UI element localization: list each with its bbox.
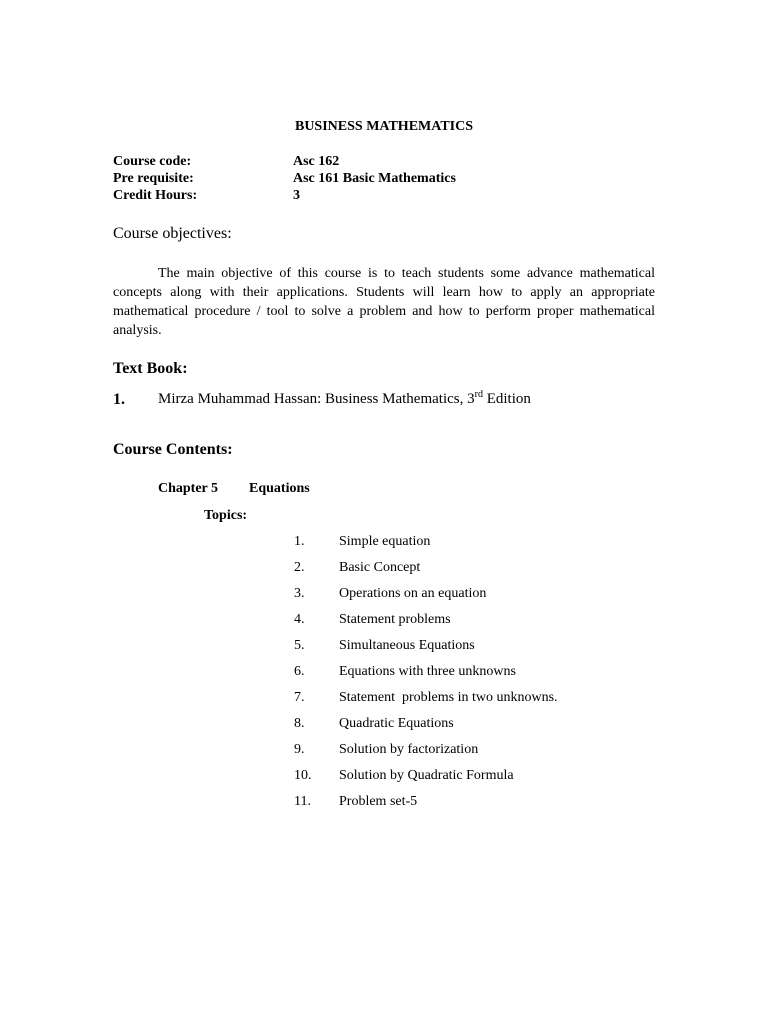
document-title: BUSINESS MATHEMATICS <box>294 119 474 134</box>
prerequisite-value: Asc 161 Basic Mathematics <box>293 171 456 186</box>
topic-text: Statement problems <box>339 612 451 627</box>
credit-hours-label: Credit Hours: <box>113 188 198 203</box>
topic-number: 1. <box>294 534 305 549</box>
textbook-entry <box>158 391 531 408</box>
topic-item <box>0 586 768 612</box>
objectives-heading: Course objectives: <box>113 225 232 242</box>
topic-number: 2. <box>294 560 305 575</box>
chapter-name: Equations <box>249 481 310 496</box>
topic-number: 4. <box>294 612 305 627</box>
course-contents-heading: Course Contents: <box>113 441 233 458</box>
topic-number: 10. <box>294 768 312 783</box>
topic-number: 11. <box>294 794 311 809</box>
topics-label: Topics: <box>204 508 248 523</box>
objectives-paragraph: The main objective of this course is to teach students some advance mathematical concepts along with their applications. Students will learn how to apply an appropriate mathematical procedure / tool to solve a problem and how to perform proper mathematical analysis. <box>113 266 655 338</box>
prerequisite-label: Pre requisite: <box>113 171 194 186</box>
topic-text: Statement problems in two unknowns. <box>339 690 558 705</box>
topic-text: Basic Concept <box>339 560 421 575</box>
textbook-edition-superscript: rd <box>474 389 483 400</box>
topic-item <box>0 690 768 716</box>
topic-item <box>0 638 768 664</box>
credit-hours-value: 3 <box>293 188 300 203</box>
topic-item <box>0 560 768 586</box>
textbook-entry-suffix: Edition <box>482 391 531 407</box>
course-code-value: Asc 162 <box>293 154 340 169</box>
textbook-heading: Text Book: <box>113 360 188 377</box>
topic-text: Equations with three unknowns <box>339 664 516 679</box>
topic-list <box>0 534 768 820</box>
topic-number: 6. <box>294 664 305 679</box>
topic-number: 3. <box>294 586 305 601</box>
topic-text: Solution by factorization <box>339 742 479 757</box>
topic-text: Problem set-5 <box>339 794 418 809</box>
topic-item <box>0 534 768 560</box>
topic-item <box>0 612 768 638</box>
topic-text: Simultaneous Equations <box>339 638 475 653</box>
topic-item <box>0 664 768 690</box>
topic-text: Simple equation <box>339 534 431 549</box>
topic-text: Quadratic Equations <box>339 716 454 731</box>
course-code-label: Course code: <box>113 154 192 169</box>
topic-text: Solution by Quadratic Formula <box>339 768 514 783</box>
topic-text: Operations on an equation <box>339 586 487 601</box>
textbook-entry-text: Mirza Muhammad Hassan: Business Mathematics, 3 <box>158 391 475 407</box>
topic-item <box>0 794 768 820</box>
chapter-label: Chapter 5 <box>158 481 219 496</box>
topic-item <box>0 768 768 794</box>
topic-item <box>0 716 768 742</box>
topic-number: 9. <box>294 742 305 757</box>
topic-number: 8. <box>294 716 305 731</box>
topic-number: 5. <box>294 638 305 653</box>
topic-number: 7. <box>294 690 305 705</box>
topic-item <box>0 742 768 768</box>
textbook-number: 1. <box>113 391 125 408</box>
